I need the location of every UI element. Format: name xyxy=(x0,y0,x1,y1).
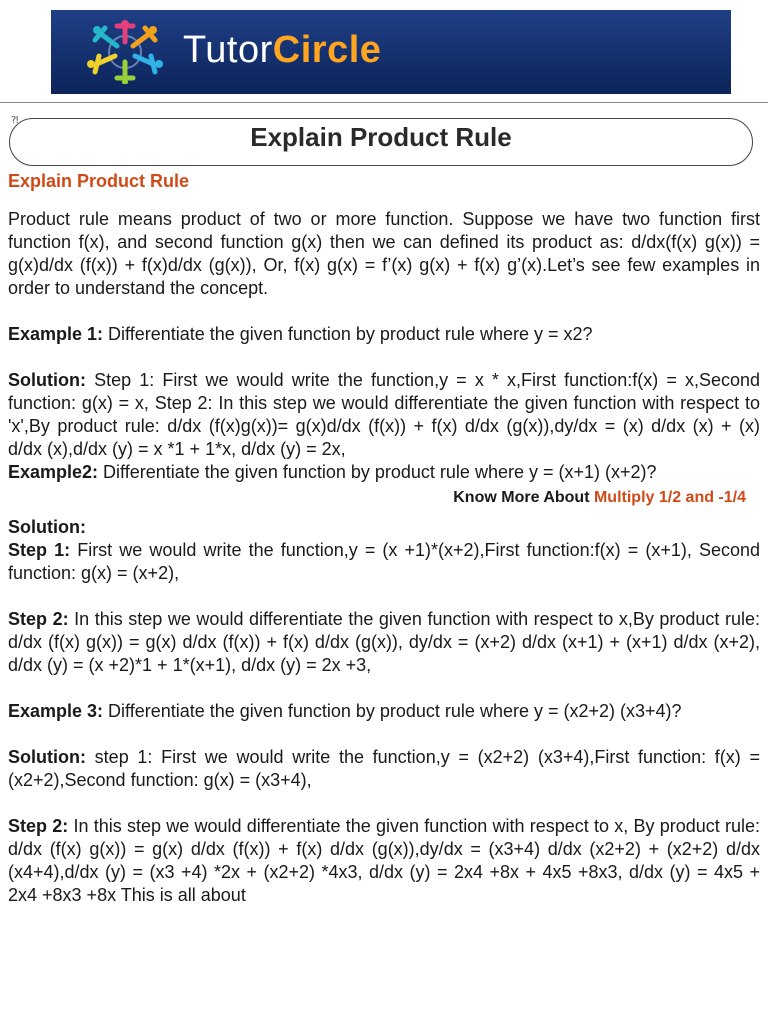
example-1-question xyxy=(8,323,760,346)
example-1-solution-label: Solution: xyxy=(8,370,86,390)
know-more-prefix: Know More About xyxy=(453,489,594,506)
example-2-label: Example2: xyxy=(8,462,99,482)
example-2-step-1 xyxy=(8,539,760,585)
tutorcircle-logo-icon xyxy=(73,20,177,84)
example-2-text: Differentiate the given function by product rule where y = (x+1) (x+2)? xyxy=(98,462,657,482)
example-3-label: Example 3: xyxy=(8,701,104,721)
page-title: Explain Product Rule xyxy=(9,118,753,166)
brand-name-part1: Tutor xyxy=(183,29,273,71)
header-banner xyxy=(51,10,731,94)
example-3-question xyxy=(8,700,760,723)
example-2-solution-heading xyxy=(8,516,760,539)
example-3-step-2-text: In this step we would differentiate the given function with respect to x, By product rule: d/dx (f(x) g(x)) = g(x) d/dx (f(x)) + f(x) d/dx (g(x)),dy/dx = (x3+4) d/dx (x2+2) + (x2+2) d/dx (x4+4),d/dx (y) = (x3 +4) *2x + (x2+2) *4x3, d/dx (y) = 2x4 +8x + 4x5 +8x3, d/dx (y) = 4x5 + 2x4 +8x3 +8x This is all about xyxy=(8,816,760,905)
example-1-text: Differentiate the given function by product rule where y = x2? xyxy=(103,324,593,344)
example-3-solution-label: Solution: xyxy=(8,747,86,767)
example-3-solution xyxy=(8,746,760,792)
example-2-step-2-text: In this step we would differentiate the given function with respect to x,By product rule: d/dx (f(x) g(x)) = g(x) d/dx (f(x)) + f(x) d/dx (g(x)), dy/dx = (x+2) d/dx (x+1) + (x+1) d/dx (x+2), d/dx (y) = (x +2)*1 + 1*(x+1), d/dx (y) = 2x +3, xyxy=(8,609,760,675)
example-2-step-1-label: Step 1: xyxy=(8,540,71,560)
example-1-solution xyxy=(8,369,760,461)
example-2-step-2-label: Step 2: xyxy=(8,609,69,629)
article-body xyxy=(8,168,760,907)
example-2-question xyxy=(8,461,760,484)
example-3-step-2-label: Step 2: xyxy=(8,816,69,836)
intro-paragraph: Product rule means product of two or more function. Suppose we have two function first function f(x), and second function g(x) then we can defined its product as: d/dx(f(x) g(x)) = g(x)d/dx (f(x)) + f(x)d/dx (g(x)), Or, f(x) g(x) = f’(x) g(x) + f(x) g’(x).Let’s see few examples in order to understand the concept. xyxy=(8,209,760,298)
example-2-step-1-text: First we would write the function,y = (x +1)*(x+2),First function:f(x) = (x+1), Second function: g(x) = (x+2), xyxy=(8,540,761,583)
example-3-text: Differentiate the given function by product rule where y = (x2+2) (x3+4)? xyxy=(103,701,682,721)
corner-mark-icon: ⁈ xyxy=(11,115,19,126)
example-2-solution-label: Solution: xyxy=(8,517,86,537)
know-more-line xyxy=(8,486,760,510)
example-1-solution-text: Step 1: First we would write the function,y = x * x,First function:f(x) = x,Second function: g(x) = x, Step 2: In this step we would differentiate the given function with respect to 'x',By product rule: d/dx (f(x)g(x))= g(x)d/dx (f(x)) + f(x) d/dx (g(x)),dy/dx = (x) d/dx (x) + (x) d/dx (x),d/dx (y) = x *1 + 1*x, d/dx (y) = 2x, xyxy=(8,370,760,459)
brand-name-part2: Circle xyxy=(272,29,382,71)
header-divider xyxy=(0,102,768,103)
example-3-solution-text: step 1: First we would write the function,y = (x2+2) (x3+4),First function: f(x) = (x2+2),Second function: g(x) = (x3+4), xyxy=(8,747,760,790)
brand-wordmark xyxy=(183,26,381,74)
know-more-link[interactable]: Multiply 1/2 and -1/4 xyxy=(593,489,746,506)
example-1-label: Example 1: xyxy=(8,324,104,344)
example-3-step-2 xyxy=(8,815,760,907)
example-2-step-2 xyxy=(8,608,760,677)
section-heading: Explain Product Rule xyxy=(8,171,190,191)
